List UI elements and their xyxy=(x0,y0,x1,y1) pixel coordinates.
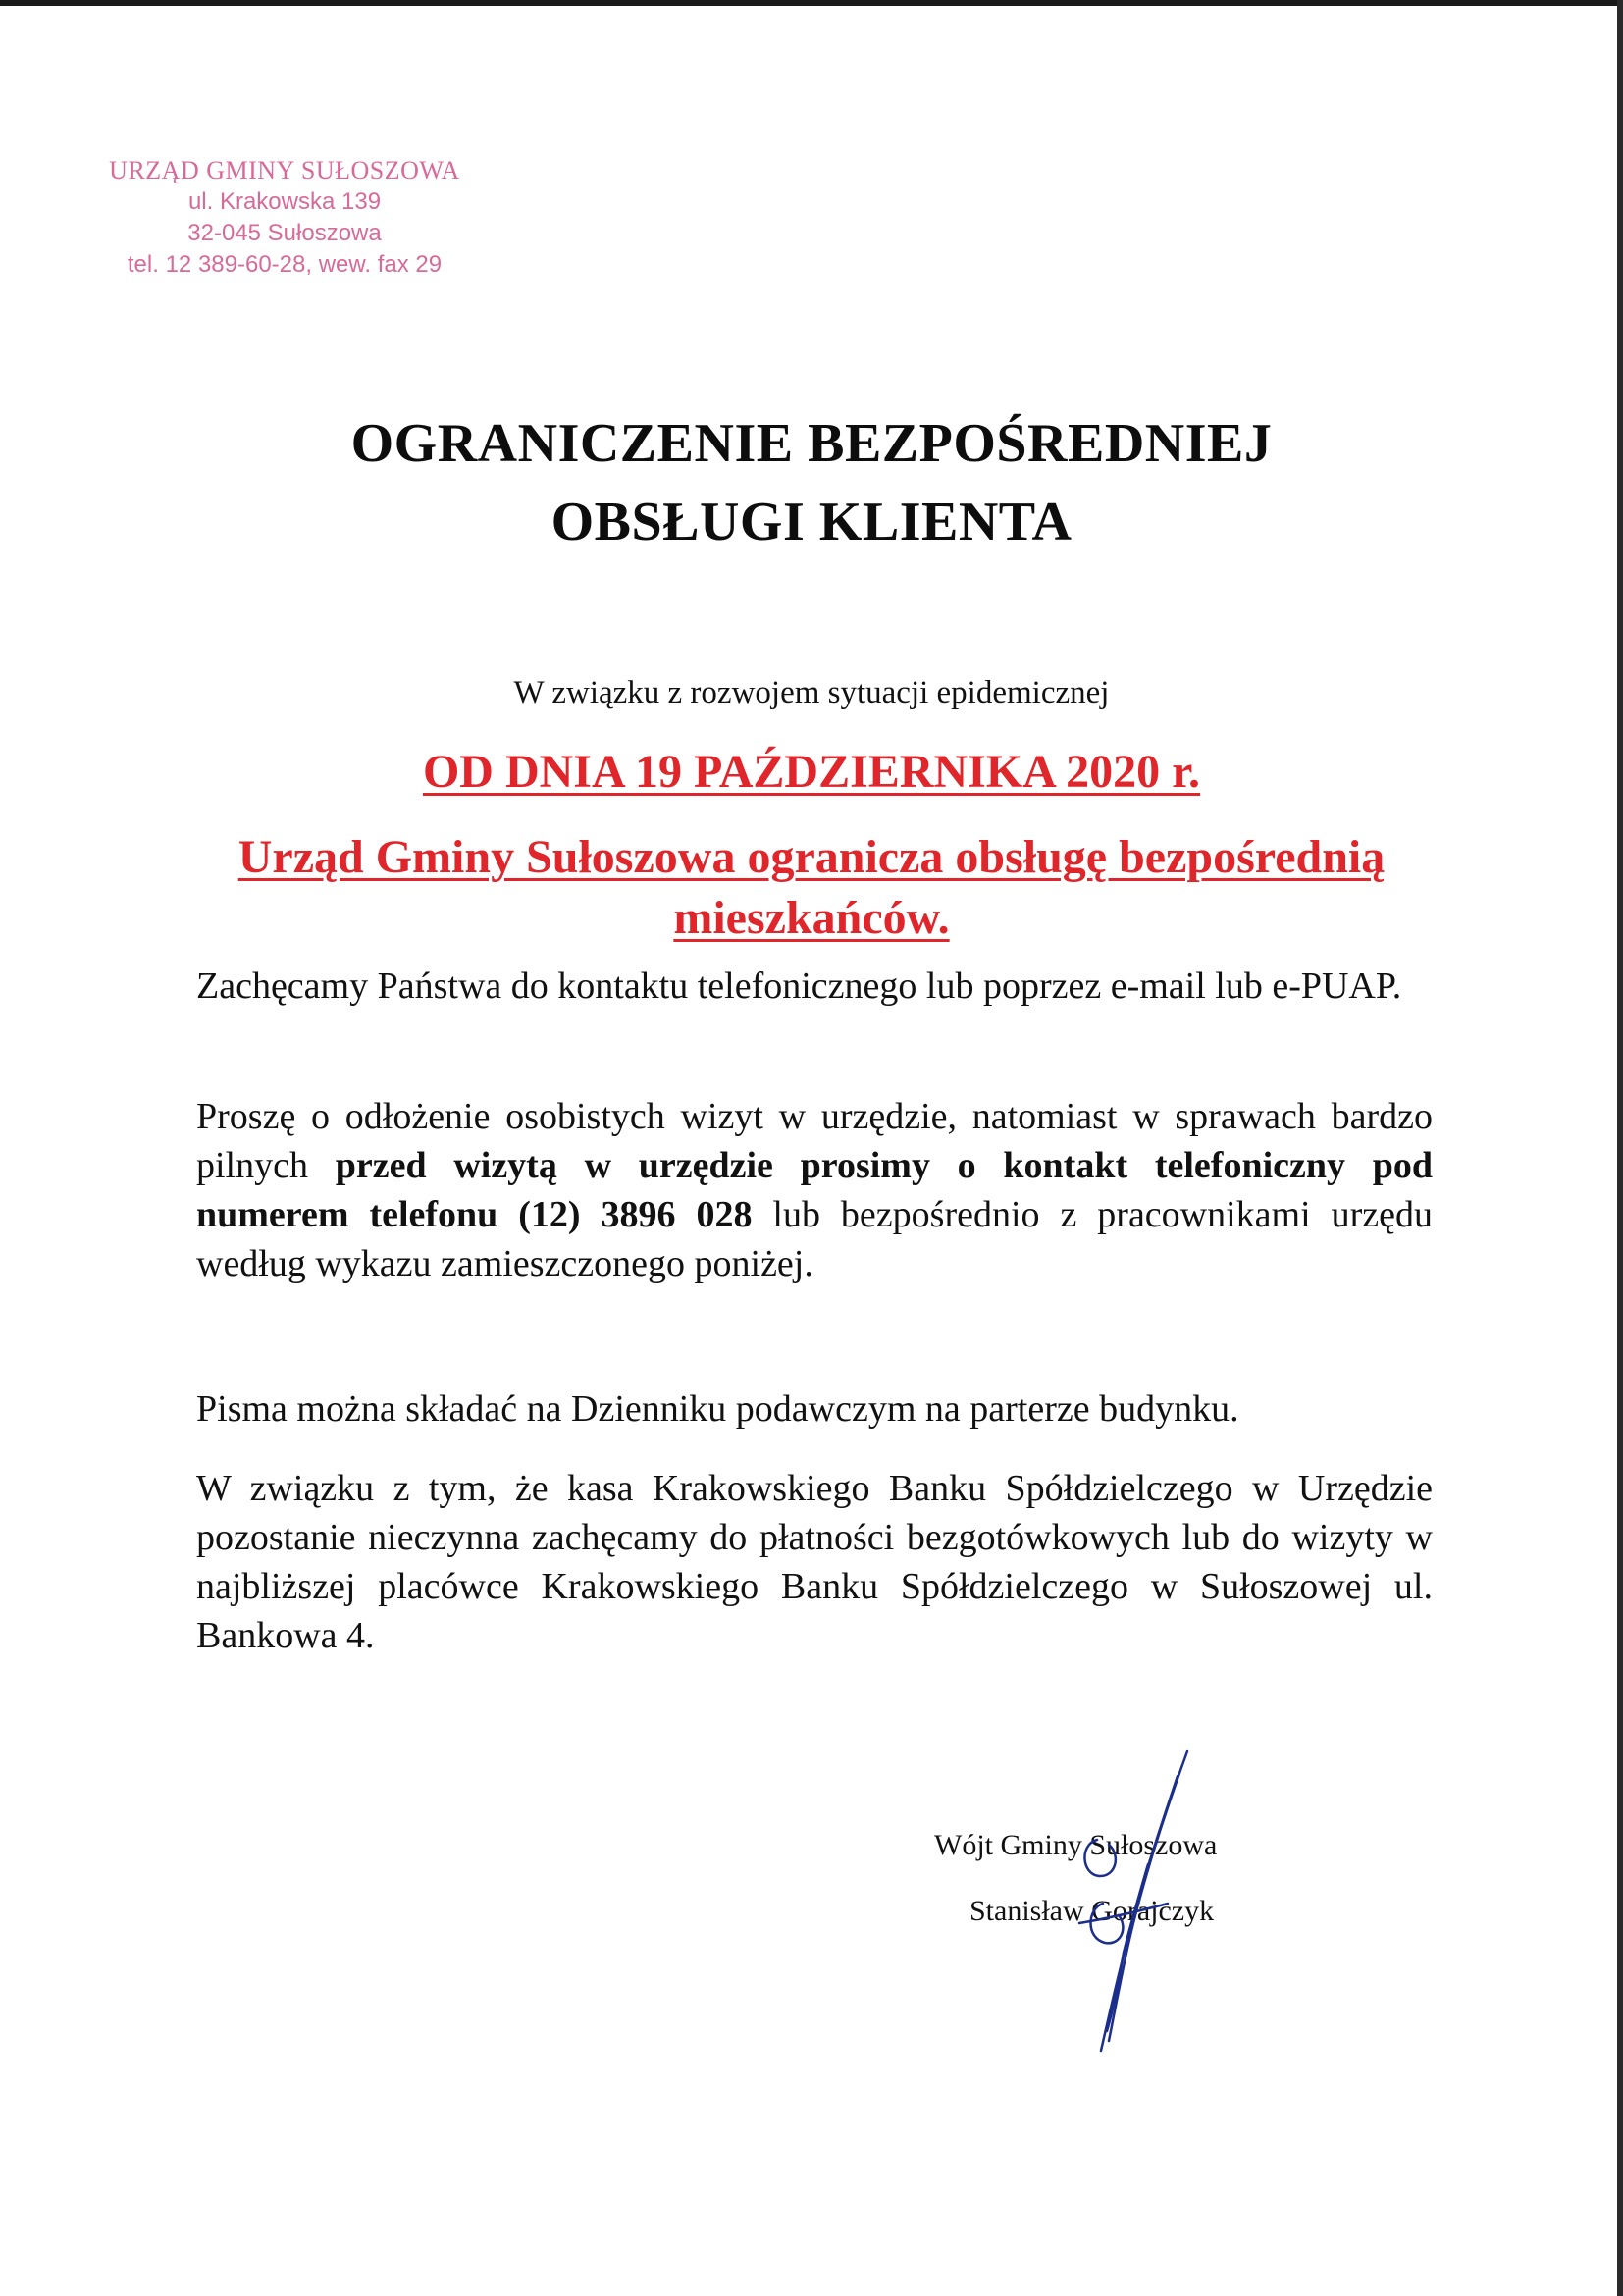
paragraph-visits-emphasis: przed wizytą w urzędzie prosimy o kontakt telefoniczny pod numerem telefonu (12) 3896 028 xyxy=(196,1145,1433,1235)
office-restriction-heading xyxy=(177,827,1446,949)
paragraph-visits-start: Proszę o odłożenie osobistych wizyt w urzędzie, natomiast w sprawach bardzo pilnych xyxy=(196,1096,1433,1186)
office-stamp xyxy=(93,155,476,281)
signatory-name: Stanisław Gorajczyk xyxy=(969,1895,1215,1927)
stamp-phone: tel. 12 389-60-28, wew. fax 29 xyxy=(127,251,443,278)
title-line-1: OGRANICZENIE BEZPOŚREDNIEJ xyxy=(350,413,1273,474)
office-restriction-line-1: Urząd Gminy Sułoszowa ogranicza obsługę bezpośrednią xyxy=(237,831,1386,883)
paragraph-visits xyxy=(196,1092,1433,1288)
stamp-postal-city: 32-045 Sułoszowa xyxy=(187,220,382,246)
scan-edge-top xyxy=(0,0,1623,6)
effective-date-heading: OD DNIA 19 PAŹDZIERNIKA 2020 r. xyxy=(422,746,1201,798)
office-restriction-line-2: mieszkańców. xyxy=(673,892,950,944)
signatory-role: Wójt Gminy Sułoszowa xyxy=(934,1829,1218,1861)
paragraph-bank: W związku z tym, że kasa Krakowskiego Banku Spółdzielczego w Urzędzie pozostanie nieczynna zachęcamy do płatności bezgotówkowych lub do wizyty w najbliższej placówce Krakowskiego Banku Spółdzielczego w Sułoszowej ul. Bankowa 4. xyxy=(196,1468,1433,1656)
title-line-2: OBSŁUGI KLIENTA xyxy=(550,492,1073,552)
scan-edge-right xyxy=(1617,0,1623,2296)
stamp-office-name: URZĄD GMINY SUŁOSZOWA xyxy=(109,156,460,184)
paragraph-contact: Zachęcamy Państwa do kontaktu telefonicznego lub poprzez e-mail lub e-PUAP. xyxy=(196,965,1402,1007)
stamp-street: ul. Krakowska 139 xyxy=(187,188,382,215)
paragraph-visits-end: lub bezpośrednio z pracownikami urzędu według wykazu zamieszczonego poniżej. xyxy=(196,1194,1433,1284)
document-title xyxy=(0,404,1623,561)
intro-line: W związku z rozwojem sytuacji epidemicznej xyxy=(513,675,1110,710)
paragraph-documents: Pisma można składać na Dzienniku podawczym na parterze budynku. xyxy=(196,1388,1239,1430)
handwritten-signature xyxy=(1040,1747,1217,2061)
